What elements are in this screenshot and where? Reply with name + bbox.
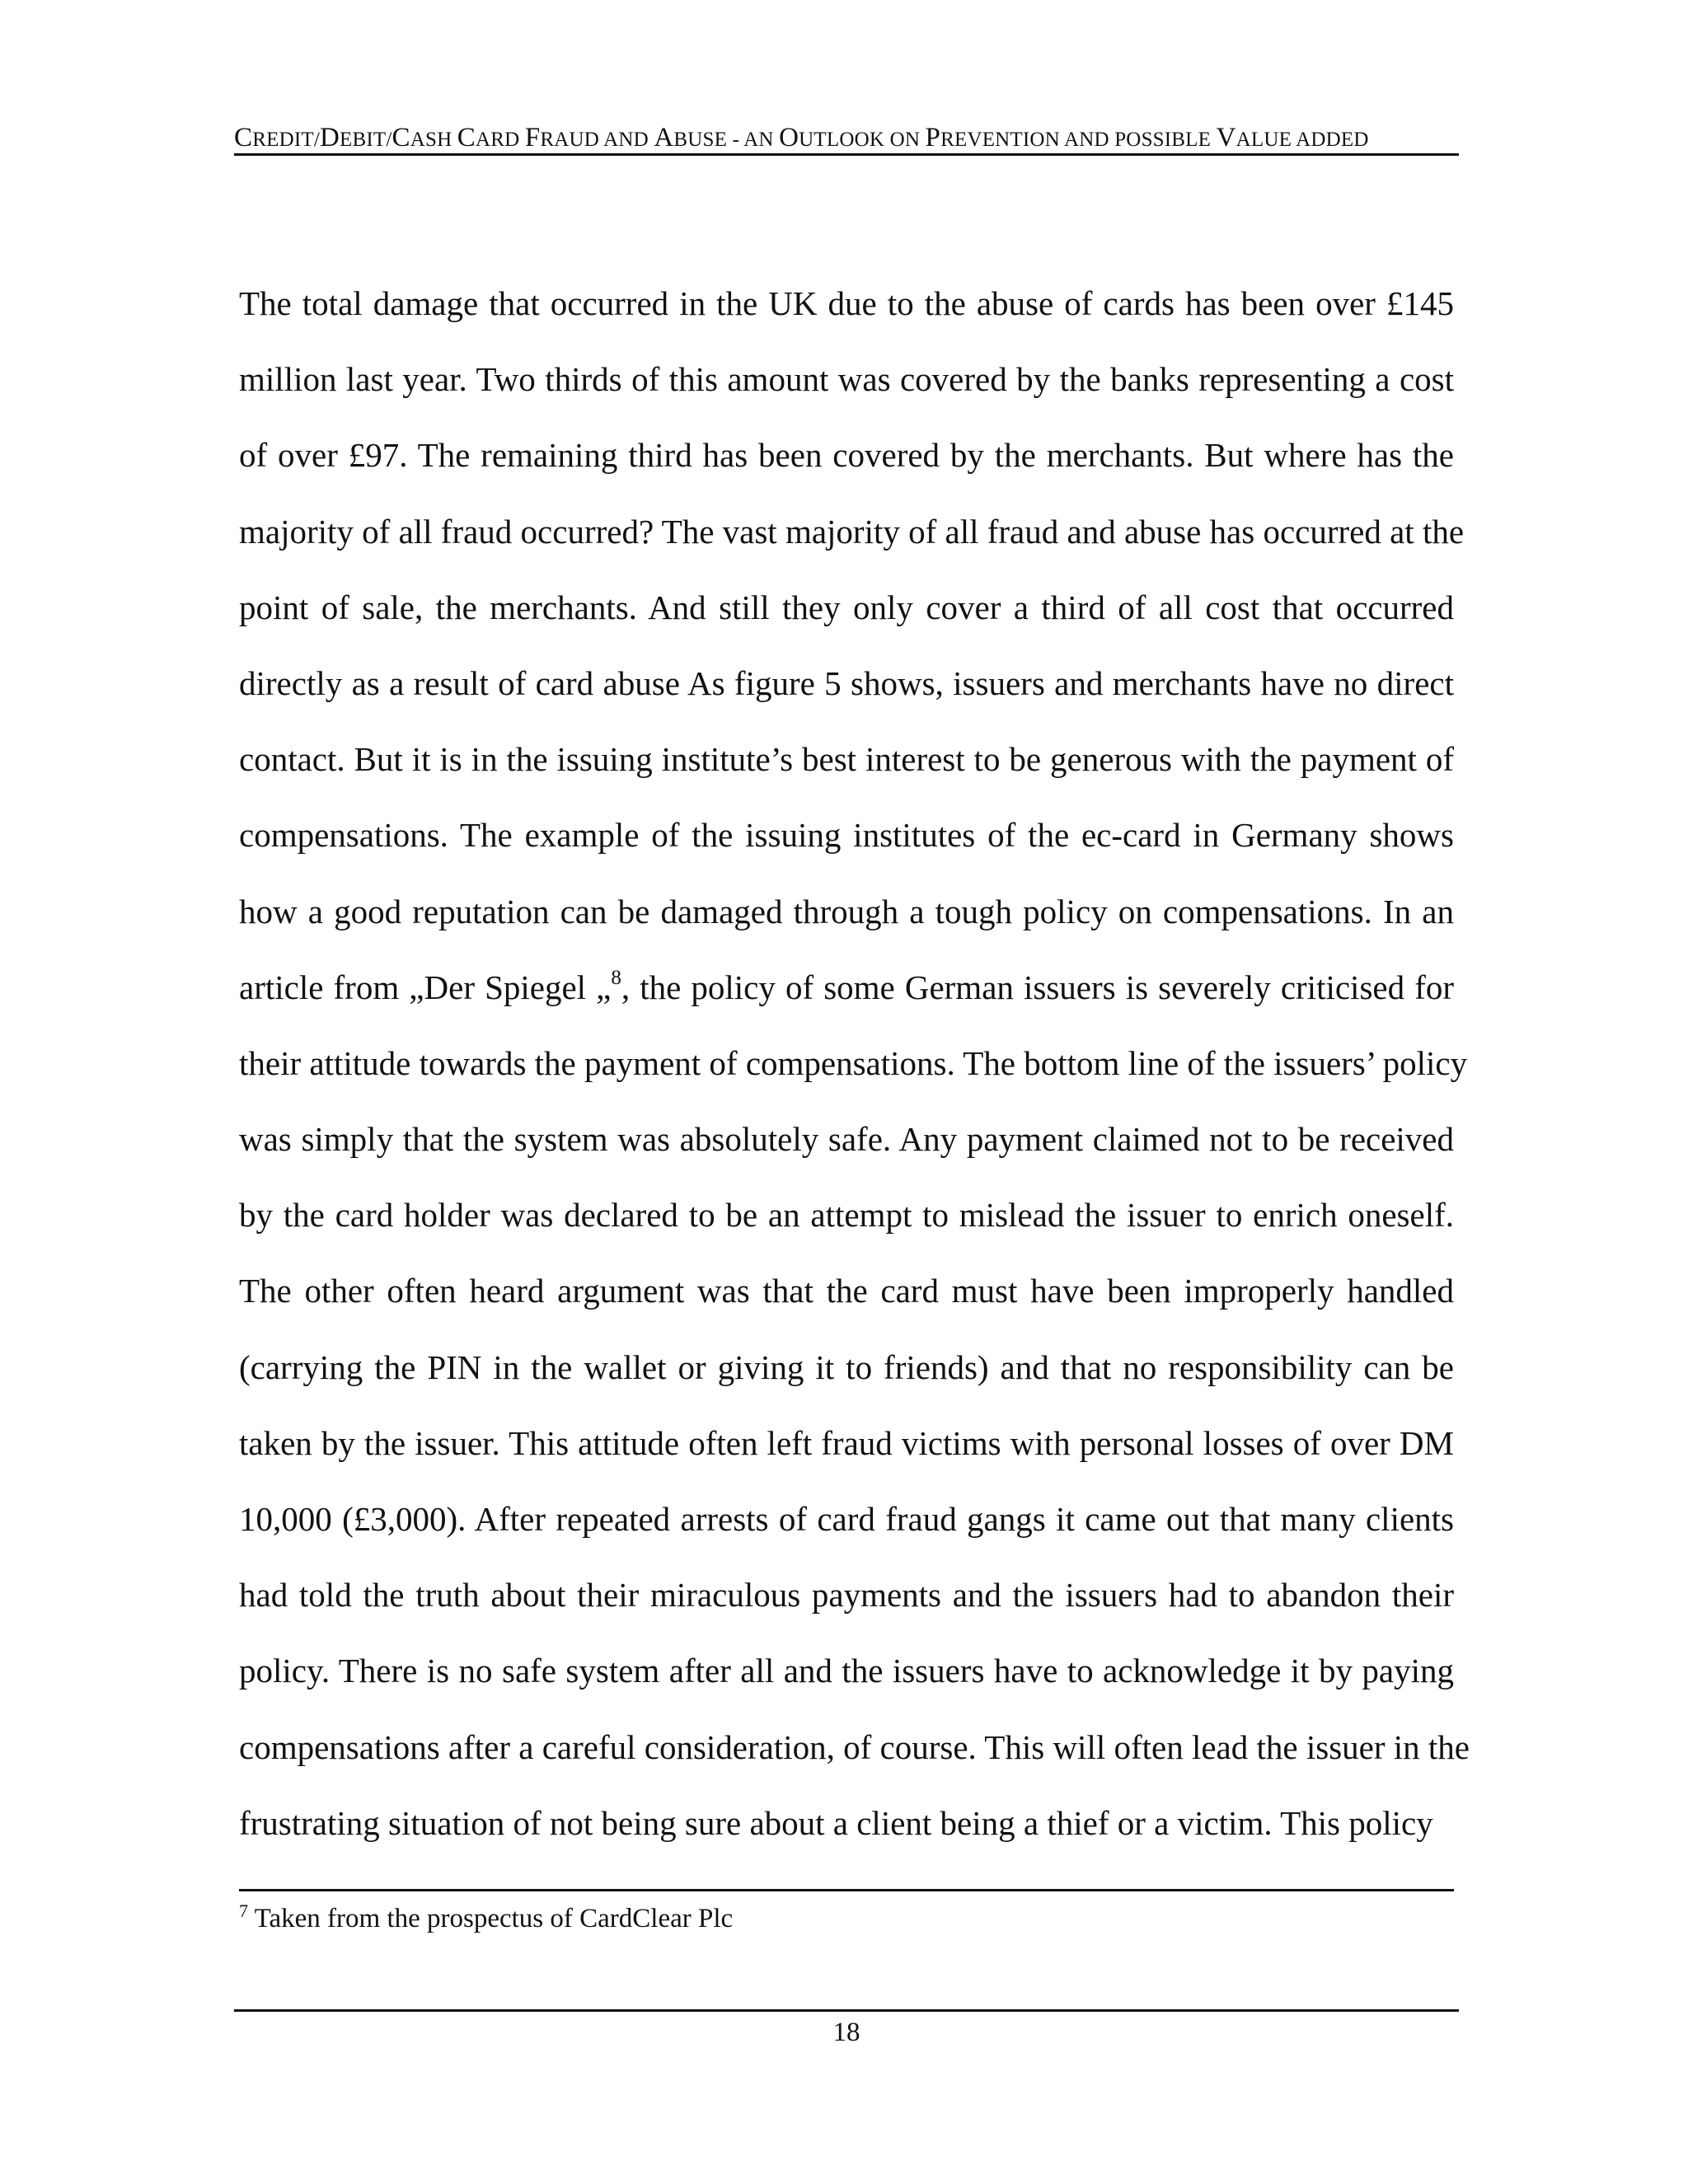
body-line-3: of over £97. The remaining third has been covered by the merchants. But where has the [239,436,1454,475]
header-seg-6: OUTLOOK ON [779,123,926,152]
body-line-10-start: article from „Der Spiegel „ [239,968,612,1006]
header-seg-8: VALUE ADDED [1216,123,1369,152]
body-line-4: majority of all fraud occurred? The vast majority of all fraud and abuse has occurred at the [239,512,1465,551]
footnote [239,1902,1454,1935]
body-line-1: The total damage that occurred in the UK due to the abuse of cards has been over £145 [239,284,1454,322]
body-line-14: The other often heard argument was that the card must have been improperly handled [239,1272,1454,1310]
header-seg-5: ABUSE - AN [654,123,780,152]
body-line-9: how a good reputation can be damaged through a tough policy on compensations. In an [239,892,1454,930]
body-line-21: frustrating situation of not being sure about a client being a thief or a victim. This policy [239,1803,1433,1842]
footer-rule [234,2009,1459,2012]
body-line-5: point of sale, the merchants. And still they only cover a third of all cost that occurred [239,588,1454,626]
body-line-6: directly as a result of card abuse As figure 5 shows, issuers and merchants have no direct [239,663,1454,702]
body-line-18: had told the truth about their miraculous payments and the issuers had to abandon their [239,1576,1454,1615]
body-line-7: contact. But it is in the issuing institute’s best interest to be generous with the payment of [239,740,1454,779]
footnote-text: Taken from the prospectus of CardClear Plc [248,1904,734,1933]
body-line-13: by the card holder was declared to be an attempt to mislead the issuer to enrich oneself. [239,1196,1454,1235]
header-seg-2: CASH [392,123,457,152]
header-rule [234,153,1459,156]
running-header [234,121,1459,157]
body-line-8: compensations. The example of the issuing institutes of the ec-card in Germany shows [239,816,1454,855]
body-line-10-end: , the policy of some German issuers is severely criticised for [621,968,1455,1006]
body-line-15: (carrying the PIN in the wallet or giving it to friends) and that no responsibility can be [239,1347,1454,1386]
header-seg-1: DEBIT/ [319,123,392,152]
footnote-number: 7 [239,1900,248,1921]
body-paragraph [239,265,1470,1861]
header-seg-3: CARD [457,123,525,152]
page-number: 18 [832,2018,860,2047]
body-line-2: million last year. Two thirds of this amount was covered by the banks representing a cost [239,360,1454,399]
body-line-16: taken by the issuer. This attitude often left fraud victims with personal losses of over DM [239,1423,1454,1462]
header-seg-4: FRAUD AND [524,123,654,152]
body-line-10 [239,949,1454,1025]
body-line-12: was simply that the system was absolutely safe. Any payment claimed not to be received [239,1120,1454,1159]
footnote-separator [239,1889,1454,1891]
footnote-reference[interactable]: 8 [611,966,621,989]
header-seg-0: CREDIT/ [234,123,320,152]
body-line-20: compensations after a careful consideration, of course. This will often lead the issuer in the [239,1727,1470,1766]
body-line-17: 10,000 (£3,000). After repeated arrests of card fraud gangs it came out that many clients [239,1500,1454,1538]
header-seg-7: PREVENTION AND POSSIBLE [925,123,1217,152]
body-line-19: policy. There is no safe system after all and the issuers have to acknowledge it by paying [239,1652,1454,1690]
body-line-11: their attitude towards the payment of compensations. The bottom line of the issuers’ policy [239,1043,1468,1082]
